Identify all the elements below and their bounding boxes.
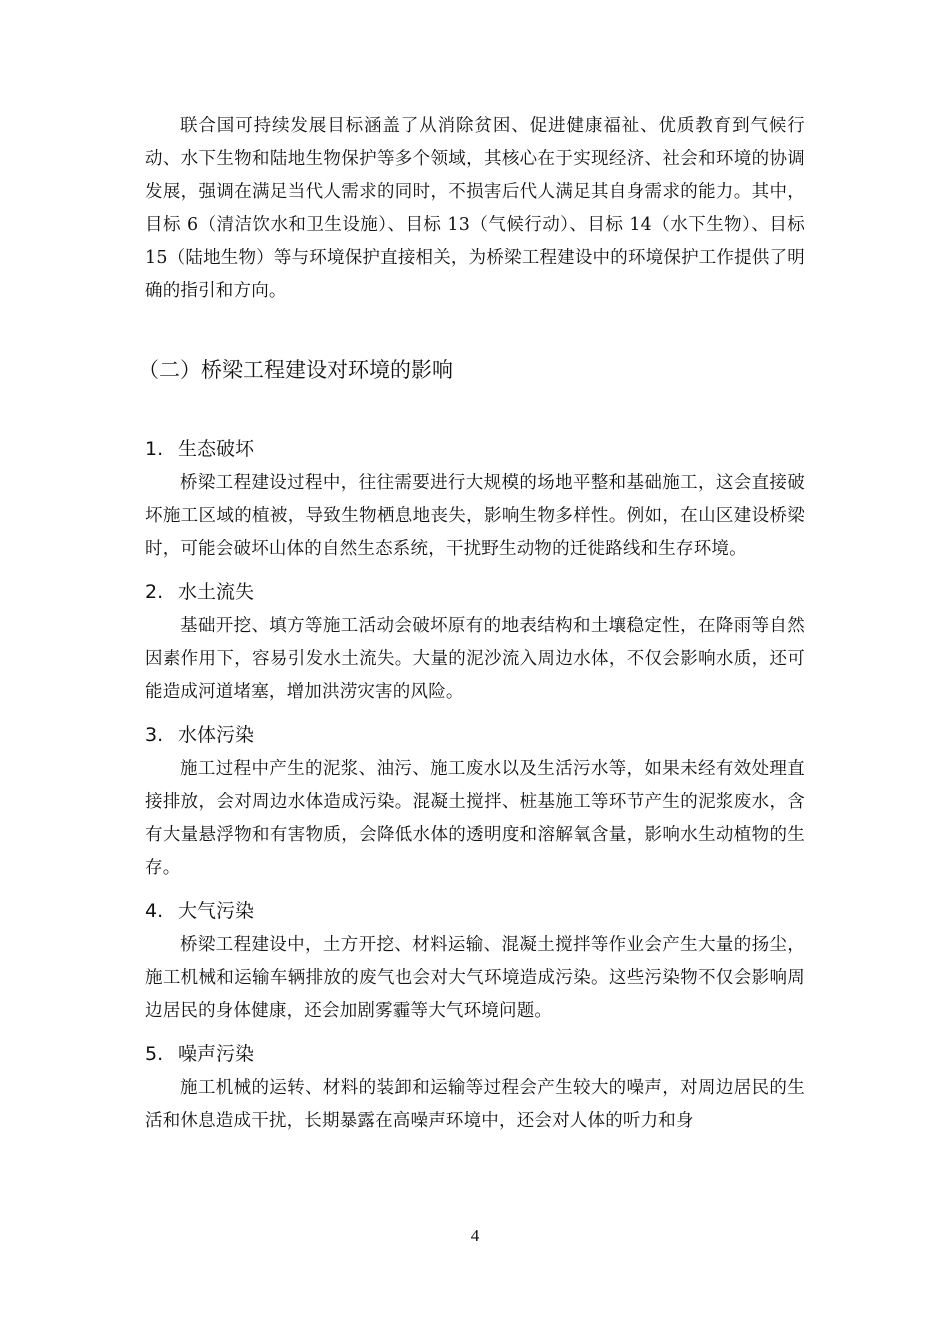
item-number: 3. [145,724,164,746]
impact-item-noise-pollution [145,1039,805,1138]
page-number: 4 [470,1226,480,1245]
sub-heading [145,577,805,607]
section-heading: （二）桥梁工程建设对环境的影响 [138,358,453,382]
item-heading: 噪声污染 [178,1043,255,1065]
impact-item-ecology [145,434,805,566]
intro-paragraph: 联合国可持续发展目标涵盖了从消除贫困、促进健康福祉、优质教育到气候行动、水下生物和陆地生物保护等多个领域，其核心在于实现经济、社会和环境的协调发展，强调在满足当代人需求的同时，不损害后代人满足其自身需求的能力。其中，目标 6（清洁饮水和卫生设施）、目标 13（气候行动）、目标 14（水下生物）、目标 15（陆地生物）等与环境保护直接相关，为桥梁工程建设中的环境保护工作提供了明确的指引和方向。 [145,116,805,301]
item-number: 4. [145,900,164,922]
item-number: 2. [145,581,164,603]
impact-item-soil-erosion [145,577,805,709]
impact-item-air-pollution [145,896,805,1028]
item-heading: 水体污染 [178,724,255,746]
document-page [138,110,805,1138]
sub-heading [145,434,805,464]
item-paragraph: 桥梁工程建设过程中，往往需要进行大规模的场地平整和基础施工，这会直接破坏施工区域的植被，导致生物栖息地丧失，影响生物多样性。例如，在山区建设桥梁时，可能会破坏山体的自然生态系统，干扰野生动物的迁徙路线和生存环境。 [145,473,805,559]
item-paragraph: 桥梁工程建设中，土方开挖、材料运输、混凝土搅拌等作业会产生大量的扬尘，施工机械和运输车辆排放的废气也会对大气环境造成污染。这些污染物不仅会影响周边居民的身体健康，还会加剧雾霾等大气环境问题。 [145,935,805,1021]
item-paragraph: 施工过程中产生的泥浆、油污、施工废水以及生活污水等，如果未经有效处理直接排放，会对周边水体造成污染。混凝土搅拌、桩基施工等环节产生的泥浆废水，含有大量悬浮物和有害物质，会降低水体的透明度和溶解氧含量，影响水生动植物的生存。 [145,759,805,878]
item-number: 5. [145,1043,164,1065]
impact-item-water-pollution [145,720,805,885]
item-heading: 水土流失 [178,581,255,603]
item-heading: 大气污染 [178,900,255,922]
sub-heading [145,720,805,750]
item-number: 1. [145,438,164,460]
item-paragraph: 施工机械的运转、材料的装卸和运输等过程会产生较大的噪声，对周边居民的生活和休息造成干扰，长期暴露在高噪声环境中，还会对人体的听力和身 [145,1078,805,1131]
item-paragraph: 基础开挖、填方等施工活动会破坏原有的地表结构和土壤稳定性，在降雨等自然因素作用下，容易引发水土流失。大量的泥沙流入周边水体，不仅会影响水质，还可能造成河道堵塞，增加洪涝灾害的风险。 [145,616,805,702]
sub-heading [145,896,805,926]
sub-heading [145,1039,805,1069]
item-heading: 生态破坏 [178,438,255,460]
